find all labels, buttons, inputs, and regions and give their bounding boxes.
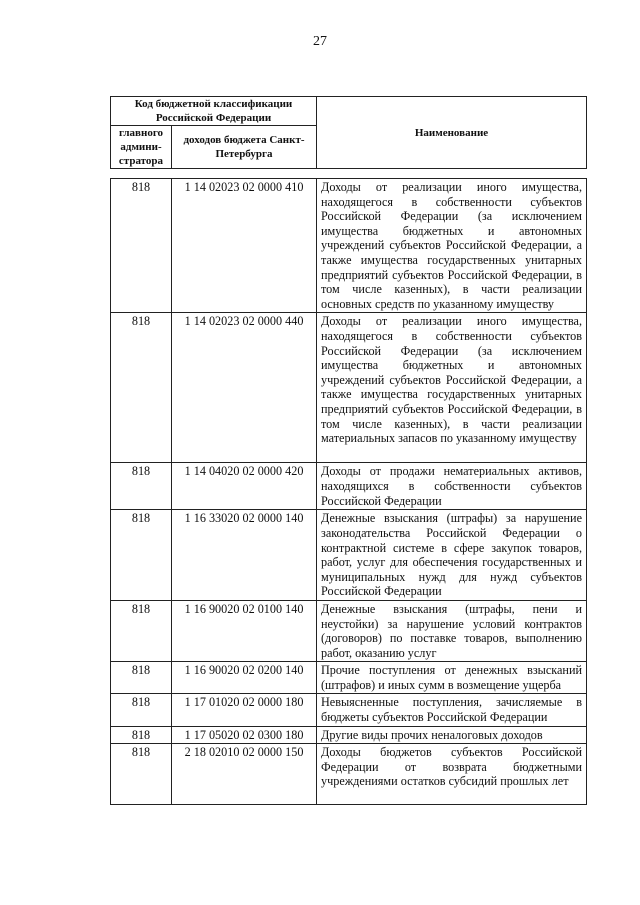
admin-code-cell: 818	[111, 600, 172, 661]
income-name-cell: Денежные взыскания (штрафы) за нарушение законодательства Российской Федерации о контрактной системе в сфере закупок товаров, работ, услуг для обеспечения государственных и муниципальных нужд для нужд субъектов Российской Федерации	[317, 510, 587, 601]
income-code-cell: 1 14 02023 02 0000 440	[172, 313, 317, 463]
table-row	[111, 600, 587, 661]
page-number: 27	[313, 34, 327, 49]
admin-column-heading: главного админи-стратора	[111, 126, 172, 169]
admin-code-cell: 818	[111, 313, 172, 463]
classification-table	[110, 178, 587, 805]
income-name-cell: Доходы от реализации иного имущества, находящегося в собственности субъектов Российской Федерации (за исключением имущества бюджетных и автономных учреждений субъектов Российской Федерации, а также имущества государственных унитарных предприятий субъектов Российской Федерации, в том числе казенных), в части реализации материальных запасов по указанному имуществу	[317, 313, 587, 463]
admin-code-cell: 818	[111, 179, 172, 313]
table-row	[111, 313, 587, 463]
income-name-cell: Доходы бюджетов субъектов Российской Федерации от возврата бюджетными учреждениями остатков субсидий прошлых лет	[317, 744, 587, 805]
income-name-cell: Невыясненные поступления, зачисляемые в бюджеты субъектов Российской Федерации	[317, 694, 587, 726]
income-code-cell: 1 16 90020 02 0200 140	[172, 662, 317, 694]
income-name-cell: Доходы от продажи нематериальных активов, находящихся в собственности субъектов Российской Федерации	[317, 463, 587, 510]
table-row	[111, 662, 587, 694]
table-row	[111, 726, 587, 744]
income-code-cell: 1 16 90020 02 0100 140	[172, 600, 317, 661]
income-code-cell: 1 17 05020 02 0300 180	[172, 726, 317, 744]
table-row	[111, 463, 587, 510]
admin-code-cell: 818	[111, 694, 172, 726]
admin-code-cell: 818	[111, 662, 172, 694]
admin-code-cell: 818	[111, 726, 172, 744]
table-row	[111, 694, 587, 726]
admin-code-cell: 818	[111, 463, 172, 510]
income-name-cell: Денежные взыскания (штрафы, пени и неустойки) за нарушение условий контрактов (договоров) по поставке товаров, выполнению работ, оказанию услуг	[317, 600, 587, 661]
income-name-cell: Другие виды прочих неналоговых доходов	[317, 726, 587, 744]
table-header	[110, 96, 587, 169]
income-code-cell: 1 17 01020 02 0000 180	[172, 694, 317, 726]
admin-code-cell: 818	[111, 744, 172, 805]
table-row	[111, 179, 587, 313]
income-code-cell: 2 18 02010 02 0000 150	[172, 744, 317, 805]
income-name-cell: Доходы от реализации иного имущества, находящегося в собственности субъектов Российской Федерации (за исключением имущества бюджетных и автономных учреждений субъектов Российской Федерации, а также имущества государственных унитарных предприятий субъектов Российской Федерации, в том числе казенных), в части реализации основных средств по указанному имуществу	[317, 179, 587, 313]
income-code-cell: 1 14 04020 02 0000 420	[172, 463, 317, 510]
income-code-cell: 1 16 33020 02 0000 140	[172, 510, 317, 601]
admin-code-cell: 818	[111, 510, 172, 601]
income-column-heading: доходов бюджета Санкт-Петербурга	[172, 126, 317, 169]
table-row	[111, 510, 587, 601]
income-code-cell: 1 14 02023 02 0000 410	[172, 179, 317, 313]
name-column-heading: Наименование	[317, 97, 587, 169]
code-group-heading: Код бюджетной классификации Российской Федерации	[111, 97, 317, 126]
income-name-cell: Прочие поступления от денежных взысканий (штрафов) и иных сумм в возмещение ущерба	[317, 662, 587, 694]
table-row	[111, 744, 587, 805]
